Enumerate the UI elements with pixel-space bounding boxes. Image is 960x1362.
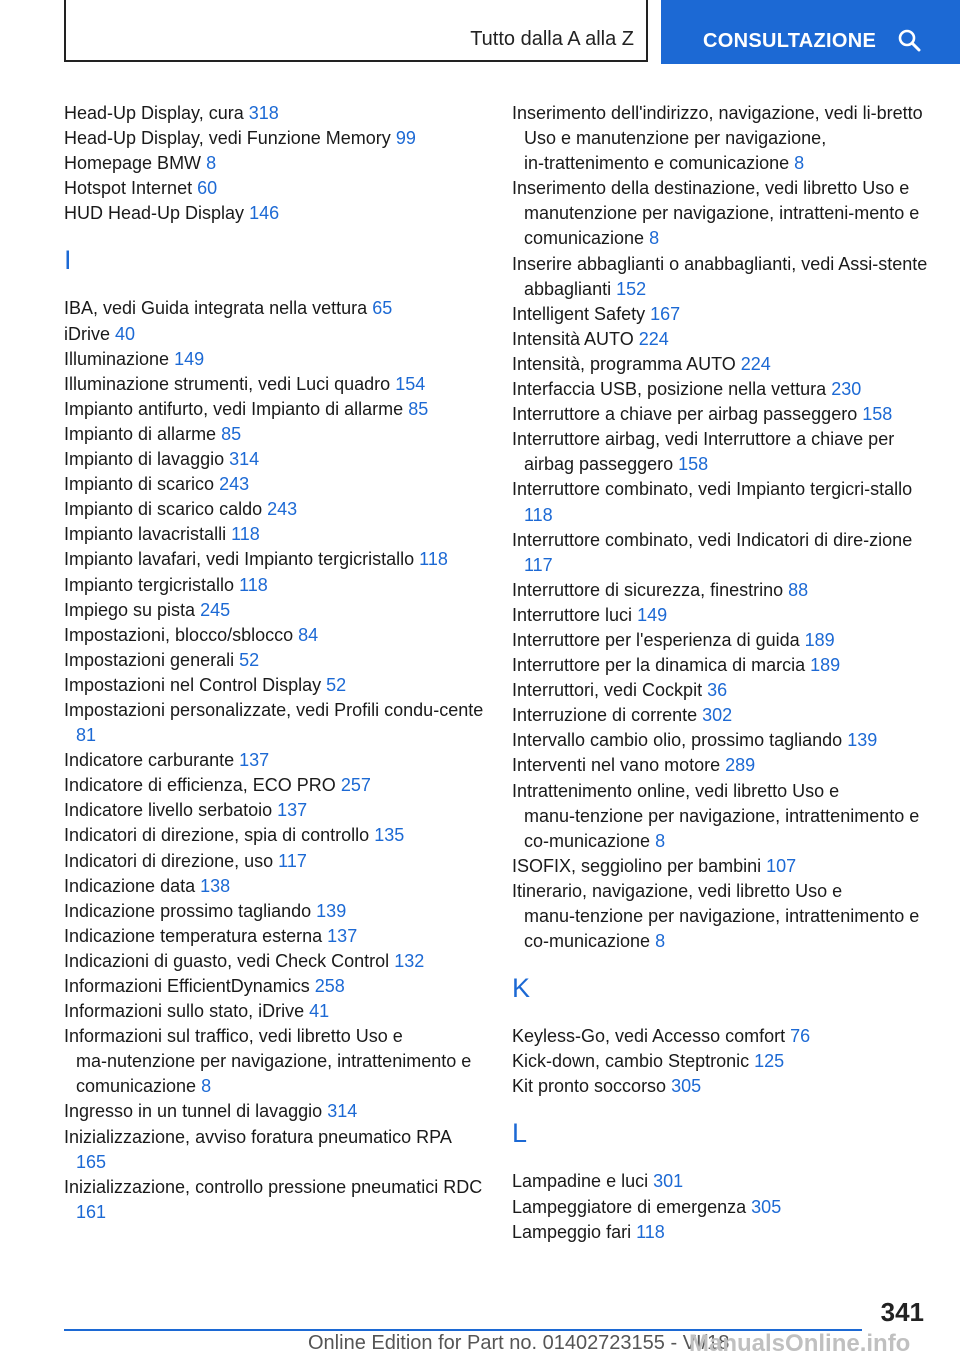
page-reference-link[interactable]: 158 [862,404,893,425]
index-entry [512,628,932,653]
page-reference-link[interactable]: 230 [831,379,862,400]
page-reference-link[interactable]: 135 [374,825,405,846]
page-reference-link[interactable]: 149 [174,348,205,369]
index-entry [64,899,484,924]
index-entry-text: Intrattenimento online, vedi libretto Uso e manu‑tenzione per navigazione, intrattenimento e co‑municazione [512,780,920,851]
index-entry [64,798,484,823]
index-entry [512,678,932,703]
page-reference-link[interactable]: 132 [394,950,425,971]
page-reference-link[interactable]: 138 [200,875,231,896]
index-entry-text: Interruttore di sicurezza, finestrino [512,579,784,600]
index-entry-text: Inserimento della destinazione, vedi libretto Uso e manutenzione per navigazione, intratteni‑mento e comunicazione [512,178,920,249]
index-entry [64,372,484,397]
page-reference-link[interactable]: 167 [650,303,681,324]
index-entry-text: Interruttori, vedi Cockpit [512,680,703,701]
index-entry [64,1024,484,1099]
index-entry [64,1099,484,1124]
page-reference-link[interactable]: 139 [316,900,347,921]
page-reference-link[interactable]: 84 [298,624,319,645]
page-reference-link[interactable]: 146 [249,203,280,224]
page-reference-link[interactable]: 189 [810,655,841,676]
page-reference-link[interactable]: 302 [702,705,733,726]
index-entry-text: Indicatori di direzione, spia di controllo [64,825,370,846]
page-reference-link[interactable]: 85 [221,423,242,444]
index-entry [64,497,484,522]
index-entry [512,1195,932,1220]
index-entry-text: Indicatori di direzione, uso [64,850,274,871]
index-entry [512,302,932,327]
index-entry-text: Impianto lavafari, vedi Impianto tergicristallo [64,549,415,570]
index-entry [512,427,932,477]
index-entry-text: Impianto di lavaggio [64,449,225,470]
index-entry [64,472,484,497]
index-entry-text: Illuminazione [64,348,170,369]
page-reference-link[interactable]: 245 [200,599,231,620]
page-reference-link[interactable]: 258 [314,976,345,996]
page-reference-link[interactable]: 36 [707,680,728,701]
index-entry [64,924,484,949]
page-reference-link[interactable]: 154 [395,373,426,394]
page-reference-link[interactable]: 243 [219,474,250,495]
index-entry [64,573,484,598]
index-entry-text: Impostazioni, blocco/sblocco [64,624,294,645]
index-entry [64,151,484,176]
index-entry [512,402,932,427]
index-entry [64,673,484,698]
index-letter-heading: I [64,245,72,276]
index-entry-text: Homepage BMW [64,153,202,174]
index-entry-text: Ingresso in un tunnel di lavaggio [64,1101,323,1122]
index-entry [512,1024,932,1049]
index-entry-text: Informazioni sul traffico, vedi libretto Uso e ma‑nutenzione per navigazione, intrattenimento e comunicazione [64,1026,472,1097]
index-entry [64,347,484,372]
index-entry-text: Itinerario, navigazione, vedi libretto Uso e manu‑tenzione per navigazione, intrattenimento e co‑municazione [512,880,920,952]
index-entry-text: Interruttore combinato, vedi Impianto tergicri‑stallo [512,479,913,500]
index-entry-text: Head-Up Display, vedi Funzione Memory [64,128,391,149]
index-entry-text: Interfaccia USB, posizione nella vettura [512,379,827,400]
page-reference-link[interactable]: 118 [524,504,553,525]
page-reference-link[interactable]: 52 [326,674,347,695]
index-entry [64,598,484,623]
watermark-logo [689,1330,910,1358]
page-reference-link[interactable]: 149 [637,604,668,625]
page-reference-link[interactable]: 305 [751,1196,782,1217]
page-reference-link[interactable]: 314 [327,1101,358,1122]
page-reference-link[interactable]: 137 [277,800,308,821]
index-entry [512,653,932,678]
index-entry [512,327,932,352]
page-reference-link[interactable]: 139 [847,730,878,751]
index-entry-text: Impianto di scarico [64,474,215,495]
index-entry [64,126,484,151]
index-entry [512,1169,932,1194]
page-reference-link[interactable]: 189 [804,629,835,650]
index-entry-text: Indicazione data [64,875,196,896]
page-reference-link[interactable]: 81 [76,725,97,746]
page-reference-link[interactable]: 99 [395,128,416,149]
index-entry-text: Inserimento dell'indirizzo, navigazione, vedi li‑bretto Uso e manutenzione per navigazione, in‑trattenimento e comunicazione [512,103,923,174]
page-reference-link[interactable]: 318 [248,103,279,123]
section-title: CONSULTAZIONE [703,30,877,52]
index-column-left [64,101,484,1225]
index-entry-text: Interventi nel vano motore [512,755,721,776]
page-reference-link[interactable]: 8 [655,931,666,952]
index-entry-text: Impiego su pista [64,599,196,620]
index-entry-text: Illuminazione strumenti, vedi Luci quadro [64,373,391,394]
index-entry-text: Impianto tergicristallo [64,574,235,595]
page-reference-link[interactable]: 314 [229,449,260,470]
index-entry [64,447,484,472]
page-reference-link[interactable]: 118 [636,1221,665,1242]
index-entry [64,1175,484,1225]
index-entry [512,578,932,603]
index-letter-heading: K [512,973,531,1004]
page-reference-link[interactable]: 85 [408,398,429,419]
page-reference-link[interactable]: 88 [788,579,809,600]
index-entry-text: Intensità, programma AUTO [512,353,736,374]
index-entry [512,101,932,176]
index-entry [512,352,932,377]
index-entry-text: Intelligent Safety [512,303,646,324]
watermark-text: ManualsOnline.info [689,1330,911,1357]
index-entry-text: Kit pronto soccorso [512,1076,667,1097]
index-entry-text: Impianto lavacristalli [64,524,227,545]
index-entry [512,528,932,578]
page-reference-link[interactable]: 118 [419,549,448,570]
index-entry [512,779,932,854]
index-entry-text: Keyless-Go, vedi Accesso comfort [512,1026,786,1047]
index-entry-text: Hotspot Internet [64,178,193,199]
page-reference-link[interactable]: 60 [197,178,218,199]
page-reference-link[interactable]: 137 [239,750,270,771]
index-entry [512,1049,932,1074]
index-entry [512,879,932,954]
index-entry-text: Intervallo cambio olio, prossimo tagliando [512,730,843,751]
page-reference-link[interactable]: 289 [725,755,756,776]
page-reference-link[interactable]: 125 [754,1051,785,1072]
page-reference-link[interactable]: 8 [201,1076,212,1097]
index-entry [64,698,484,748]
index-entry [512,477,932,527]
index-entry-text: Indicatore livello serbatoio [64,800,273,821]
index-entry [64,547,484,572]
page-reference-link[interactable]: 40 [115,323,136,344]
index-entry-text: IBA, vedi Guida integrata nella vettura [64,298,368,319]
index-entry [64,1125,484,1175]
index-entry [512,1220,932,1245]
index-entry-text: iDrive [64,323,111,344]
index-entry-text: Head-Up Display, cura [64,103,244,123]
index-entry [64,773,484,798]
header-left-box [64,0,648,62]
index-entry-text: Interruttore combinato, vedi Indicatori di dire‑zione [512,529,913,550]
page-reference-link[interactable]: 152 [616,278,647,299]
index-entry-text: Impianto di allarme [64,423,217,444]
index-entry-text: Indicazioni di guasto, vedi Check Control [64,950,390,971]
index-entry-text: Indicatore carburante [64,750,235,771]
index-entry-text: ISOFIX, seggiolino per bambini [512,855,762,876]
search-icon[interactable] [897,28,921,52]
section-tab[interactable] [661,0,960,64]
index-entry [64,823,484,848]
index-entry [64,101,484,126]
index-entry [64,522,484,547]
page-reference-link[interactable]: 117 [278,850,307,871]
index-entry [512,854,932,879]
page-reference-link[interactable]: 224 [740,353,771,374]
index-entry-text: Indicatore di efficienza, ECO PRO [64,775,336,796]
index-entry [512,603,932,628]
index-entry [512,703,932,728]
index-column-right [512,101,932,1245]
index-entry-text: Informazioni sullo stato, iDrive [64,1001,305,1022]
page-number: 341 [880,1297,924,1327]
index-entry [64,974,484,999]
page-reference-link[interactable]: 165 [76,1151,107,1172]
page-reference-link[interactable]: 76 [790,1026,811,1047]
page-reference-link[interactable]: 137 [327,925,358,946]
index-entry-text: Inizializzazione, controllo pressione pneumatici RDC [64,1176,483,1197]
index-entry-text: Interruzione di corrente [512,705,698,726]
index-entry-text: Informazioni EfficientDynamics [64,976,310,996]
page-reference-link[interactable]: 243 [267,499,298,520]
page-reference-link[interactable]: 224 [638,328,669,349]
index-entry-text: Interruttore a chiave per airbag passeggero [512,404,858,425]
page-reference-link[interactable]: 117 [524,554,553,575]
index-entry-text: Impianto antifurto, vedi Impianto di allarme [64,398,404,419]
page-reference-link[interactable]: 65 [372,298,393,319]
page-reference-link[interactable]: 301 [653,1171,684,1192]
index-entry [64,422,484,447]
index-entry-text: Interruttore luci [512,604,633,625]
index-entry-text: HUD Head-Up Display [64,203,245,224]
page-reference-link[interactable]: 52 [239,649,260,670]
index-entry [64,748,484,773]
page-reference-link[interactable]: 257 [340,775,371,796]
index-entry [64,999,484,1024]
chapter-title: Tutto dalla A alla Z [470,28,634,50]
index-entry-text: Indicazione prossimo tagliando [64,900,312,921]
index-entry [64,849,484,874]
page-reference-link[interactable]: 118 [239,574,268,595]
page-reference-link[interactable]: 8 [649,228,660,249]
page-reference-link[interactable]: 305 [671,1076,702,1097]
page-reference-link[interactable]: 118 [231,524,260,545]
index-entry [64,648,484,673]
index-entry [64,201,484,226]
index-entry [512,176,932,251]
index-entry-text: Impianto di scarico caldo [64,499,263,520]
index-entry [512,753,932,778]
index-entry [512,377,932,402]
page-reference-link[interactable]: 107 [766,855,797,876]
index-entry-text: Lampeggio fari [512,1221,632,1242]
index-entry-text: Impostazioni nel Control Display [64,674,322,695]
index-entry-text: Intensità AUTO [512,328,634,349]
index-entry-text: Lampeggiatore di emergenza [512,1196,747,1217]
index-entry-text: Inizializzazione, avviso foratura pneumatico RPA [64,1126,451,1147]
index-entry-text: Impostazioni personalizzate, vedi Profili condu‑cente [64,699,484,720]
index-entry [64,397,484,422]
index-entry [64,874,484,899]
index-entry-text: Interruttore per la dinamica di marcia [512,655,806,676]
page-reference-link[interactable]: 8 [794,153,805,174]
index-entry-text: Impostazioni generali [64,649,235,670]
index-entry [64,176,484,201]
index-entry [64,949,484,974]
index-entry-text: Lampadine e luci [512,1171,649,1192]
index-entry-text: Interruttore airbag, vedi Interruttore a chiave per airbag passeggero [512,429,895,475]
index-entry [64,296,484,321]
page-reference-link[interactable]: 8 [655,830,666,851]
index-entry-text: Kick-down, cambio Steptronic [512,1051,750,1072]
index-entry-text: Indicazione temperatura esterna [64,925,323,946]
index-letter-heading: L [512,1118,528,1149]
index-entry [64,322,484,347]
index-entry [512,252,932,302]
page-reference-link[interactable]: 41 [309,1001,330,1022]
footer-edition: Online Edition for Part no. 01402723155 - VI/18 [308,1332,730,1354]
page-reference-link[interactable]: 8 [206,153,217,174]
page-reference-link[interactable]: 158 [678,454,709,475]
index-entry [512,1074,932,1099]
index-entry-text: Inserire abbaglianti o anabbaglianti, vedi Assi‑stente abbaglianti [512,253,928,299]
index-entry [512,728,932,753]
page-reference-link[interactable]: 161 [76,1201,107,1222]
index-entry-text: Interruttore per l'esperienza di guida [512,629,800,650]
index-entry [64,623,484,648]
